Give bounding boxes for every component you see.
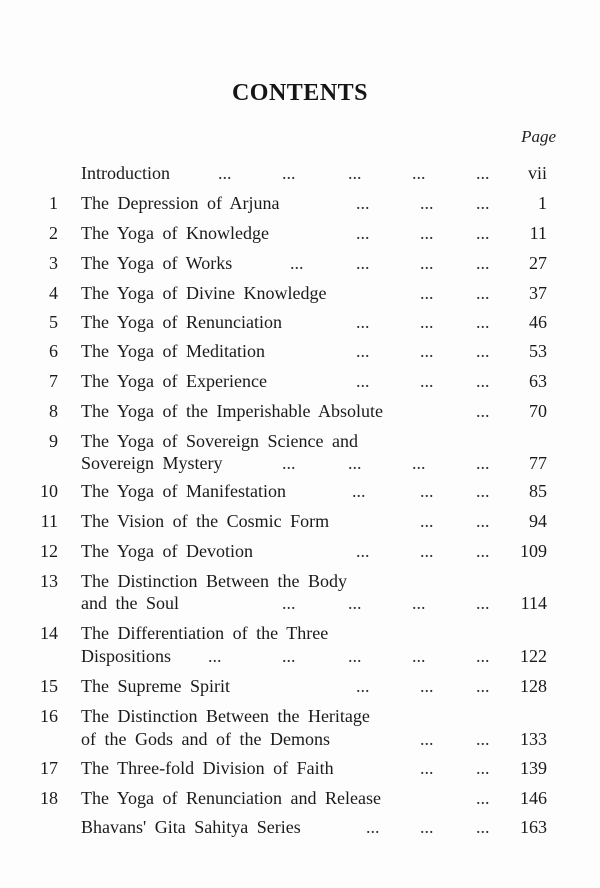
- leader-dots: ...: [420, 729, 434, 749]
- leader-dots: ...: [348, 163, 362, 183]
- chapter-title: Introduction: [81, 163, 170, 183]
- leader-dots: ...: [348, 453, 362, 473]
- leader-dots: ...: [348, 593, 362, 613]
- page-number: 109: [520, 541, 547, 561]
- chapter-title: of the Gods and of the Demons: [81, 729, 330, 749]
- page-title: CONTENTS: [231, 80, 369, 106]
- chapter-title: The Yoga of Knowledge: [81, 223, 269, 243]
- page-number: 27: [529, 253, 547, 273]
- leader-dots: ...: [208, 646, 222, 666]
- chapter-number: 14: [40, 623, 58, 643]
- leader-dots: ...: [412, 163, 426, 183]
- leader-dots: ...: [476, 676, 490, 696]
- chapter-title: Dispositions: [81, 646, 172, 666]
- chapter-title: The Distinction Between the Body: [81, 571, 347, 591]
- chapter-number: 7: [49, 371, 58, 391]
- chapter-number: 6: [49, 341, 58, 361]
- chapter-title: The Differentiation of the Three: [81, 623, 329, 643]
- chapter-number: 10: [40, 481, 58, 501]
- page-number: 94: [529, 511, 547, 531]
- chapter-number: 16: [40, 706, 58, 726]
- leader-dots: ...: [476, 371, 490, 391]
- page-number: 46: [529, 312, 547, 332]
- leader-dots: ...: [476, 341, 490, 361]
- leader-dots: ...: [366, 817, 380, 837]
- leader-dots: ...: [412, 646, 426, 666]
- chapter-title: The Yoga of Devotion: [81, 541, 253, 561]
- chapter-title: Bhavans' Gita Sahitya Series: [81, 817, 301, 837]
- leader-dots: ...: [282, 163, 296, 183]
- page-number: 133: [520, 729, 547, 749]
- chapter-title: The Yoga of Experience: [81, 371, 267, 391]
- leader-dots: ...: [420, 541, 434, 561]
- leader-dots: ...: [476, 481, 490, 501]
- page-number: 85: [529, 481, 547, 501]
- leader-dots: ...: [476, 401, 490, 421]
- leader-dots: ...: [356, 223, 370, 243]
- chapter-title: The Yoga of Sovereign Science and: [81, 431, 358, 451]
- chapter-number: 1: [49, 193, 58, 213]
- page-number: vii: [527, 163, 547, 183]
- chapter-title: and the Soul: [81, 593, 179, 613]
- leader-dots: ...: [282, 593, 296, 613]
- leader-dots: ...: [476, 541, 490, 561]
- chapter-number: 9: [49, 431, 58, 451]
- chapter-title: The Depression of Arjuna: [81, 193, 280, 213]
- page-number: 77: [529, 453, 547, 473]
- leader-dots: ...: [476, 312, 490, 332]
- chapter-number: 5: [49, 312, 58, 332]
- page-number: 37: [529, 283, 547, 303]
- leader-dots: ...: [352, 481, 366, 501]
- leader-dots: ...: [356, 193, 370, 213]
- chapter-number: 4: [49, 283, 58, 303]
- chapter-number: 13: [40, 571, 58, 591]
- page-number: 163: [520, 817, 547, 837]
- page-column-header: Page: [521, 127, 556, 146]
- leader-dots: ...: [420, 817, 434, 837]
- leader-dots: ...: [476, 758, 490, 778]
- leader-dots: ...: [356, 341, 370, 361]
- leader-dots: ...: [282, 646, 296, 666]
- page-number: 146: [520, 788, 547, 808]
- page-number: 53: [529, 341, 547, 361]
- leader-dots: ...: [420, 341, 434, 361]
- page-number: 11: [529, 223, 547, 243]
- chapter-title: The Yoga of Manifestation: [81, 481, 286, 501]
- leader-dots: ...: [476, 283, 490, 303]
- leader-dots: ...: [476, 788, 490, 808]
- chapter-number: 17: [40, 758, 58, 778]
- chapter-title: The Yoga of Renunciation and Release: [81, 788, 381, 808]
- chapter-title: The Distinction Between the Heritage: [81, 706, 370, 726]
- chapter-title: The Yoga of Works: [81, 253, 233, 273]
- leader-dots: ...: [420, 758, 434, 778]
- leader-dots: ...: [476, 729, 490, 749]
- leader-dots: ...: [420, 676, 434, 696]
- leader-dots: ...: [412, 593, 426, 613]
- chapter-title: The Yoga of Meditation: [81, 341, 265, 361]
- leader-dots: ...: [420, 481, 434, 501]
- leader-dots: ...: [476, 193, 490, 213]
- page-number: 114: [520, 593, 547, 613]
- leader-dots: ...: [476, 453, 490, 473]
- page-number: 139: [520, 758, 547, 778]
- page-number: 128: [520, 676, 547, 696]
- page-number: 70: [529, 401, 547, 421]
- page-number: 1: [538, 193, 547, 213]
- page-number: 122: [520, 646, 547, 666]
- leader-dots: ...: [356, 541, 370, 561]
- leader-dots: ...: [420, 371, 434, 391]
- leader-dots: ...: [356, 253, 370, 273]
- page-number: 63: [529, 371, 547, 391]
- leader-dots: ...: [420, 511, 434, 531]
- leader-dots: ...: [290, 253, 304, 273]
- leader-dots: ...: [356, 371, 370, 391]
- chapter-number: 18: [40, 788, 58, 808]
- chapter-number: 15: [40, 676, 58, 696]
- leader-dots: ...: [476, 817, 490, 837]
- chapter-title: Sovereign Mystery: [81, 453, 223, 473]
- leader-dots: ...: [348, 646, 362, 666]
- leader-dots: ...: [356, 312, 370, 332]
- leader-dots: ...: [476, 593, 490, 613]
- leader-dots: ...: [420, 193, 434, 213]
- leader-dots: ...: [476, 163, 490, 183]
- chapter-number: 12: [40, 541, 58, 561]
- leader-dots: ...: [218, 163, 232, 183]
- chapter-number: 2: [49, 223, 58, 243]
- chapter-number: 8: [49, 401, 58, 421]
- chapter-number: 3: [49, 253, 58, 273]
- chapter-title: The Supreme Spirit: [81, 676, 230, 696]
- leader-dots: ...: [356, 676, 370, 696]
- leader-dots: ...: [476, 646, 490, 666]
- chapter-title: The Yoga of the Imperishable Absolute: [81, 401, 383, 421]
- leader-dots: ...: [476, 223, 490, 243]
- chapter-number: 11: [40, 511, 58, 531]
- chapter-title: The Yoga of Divine Knowledge: [81, 283, 327, 303]
- leader-dots: ...: [282, 453, 296, 473]
- chapter-title: The Three-fold Division of Faith: [81, 758, 334, 778]
- leader-dots: ...: [476, 511, 490, 531]
- leader-dots: ...: [420, 223, 434, 243]
- leader-dots: ...: [420, 283, 434, 303]
- leader-dots: ...: [476, 253, 490, 273]
- leader-dots: ...: [420, 253, 434, 273]
- chapter-title: The Yoga of Renunciation: [81, 312, 282, 332]
- chapter-title: The Vision of the Cosmic Form: [81, 511, 330, 531]
- leader-dots: ...: [420, 312, 434, 332]
- leader-dots: ...: [412, 453, 426, 473]
